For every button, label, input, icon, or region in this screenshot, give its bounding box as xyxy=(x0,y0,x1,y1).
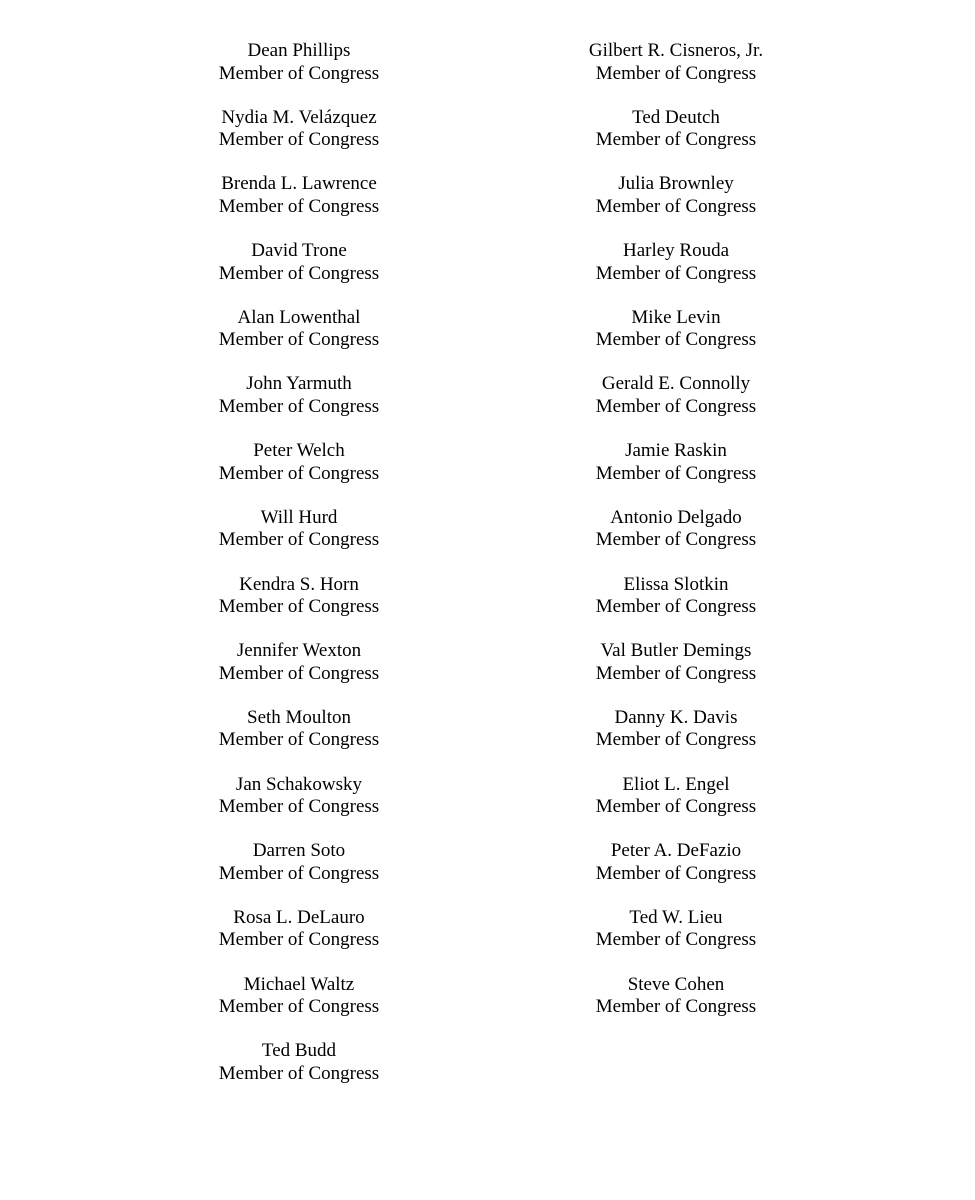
signer-title: Member of Congress xyxy=(218,62,380,84)
signer-title: Member of Congress xyxy=(218,996,380,1018)
signer-block xyxy=(149,840,449,907)
signer-name: Alan Lowenthal xyxy=(237,306,361,328)
signer-name: Will Hurd xyxy=(260,506,338,528)
signer-name: Nydia M. Velázquez xyxy=(221,106,377,128)
signer-block xyxy=(149,1040,449,1107)
signer-block xyxy=(149,173,449,240)
signer-name: Jan Schakowsky xyxy=(235,773,363,795)
signer-block xyxy=(526,574,826,641)
signer-block xyxy=(526,774,826,841)
signer-name: Jamie Raskin xyxy=(625,440,727,462)
signer-block xyxy=(526,240,826,307)
signer-block xyxy=(149,440,449,507)
signer-title: Member of Congress xyxy=(595,996,757,1018)
signer-title: Member of Congress xyxy=(218,596,380,617)
signer-block xyxy=(526,974,826,1041)
signer-title: Member of Congress xyxy=(595,662,757,684)
signer-block xyxy=(526,507,826,574)
signer-title: Member of Congress xyxy=(218,262,380,284)
signer-block xyxy=(526,840,826,907)
signer-title: Member of Congress xyxy=(595,929,757,951)
signer-name: Peter Welch xyxy=(253,440,345,462)
signer-title: Member of Congress xyxy=(595,729,757,751)
signer-name: Steve Cohen xyxy=(627,973,725,995)
signer-block xyxy=(526,107,826,174)
signer-title: Member of Congress xyxy=(218,729,380,751)
signer-title: Member of Congress xyxy=(595,195,757,217)
signer-name: Jennifer Wexton xyxy=(236,640,362,662)
signer-block xyxy=(526,307,826,374)
signer-block xyxy=(149,774,449,841)
signer-title: Member of Congress xyxy=(218,796,380,818)
signer-name: Ted Budd xyxy=(261,1040,337,1062)
signer-title: Member of Congress xyxy=(218,395,380,417)
signer-title: Member of Congress xyxy=(218,662,380,684)
signer-name: Dean Phillips xyxy=(247,40,351,61)
signer-title: Member of Congress xyxy=(218,462,380,484)
signer-block xyxy=(149,107,449,174)
signer-title: Member of Congress xyxy=(218,195,380,217)
signer-title: Member of Congress xyxy=(595,596,757,617)
signer-name: Ted W. Lieu xyxy=(629,906,723,928)
signer-name: Elissa Slotkin xyxy=(623,573,729,595)
signer-block xyxy=(149,707,449,774)
signer-title: Member of Congress xyxy=(595,462,757,484)
signer-title: Member of Congress xyxy=(218,129,380,151)
signer-name: Gilbert R. Cisneros, Jr. xyxy=(588,40,764,61)
signers-right-column xyxy=(526,40,826,1040)
signer-name: Mike Levin xyxy=(631,306,721,328)
signer-block xyxy=(526,640,826,707)
signer-name: Ted Deutch xyxy=(632,106,720,128)
signer-name: Darren Soto xyxy=(252,840,346,862)
signer-name: Peter A. DeFazio xyxy=(610,840,742,862)
signer-title: Member of Congress xyxy=(595,862,757,884)
signer-name: Gerald E. Connolly xyxy=(601,373,751,395)
signer-name: Eliot L. Engel xyxy=(622,773,730,795)
signer-title: Member of Congress xyxy=(218,1062,380,1084)
signer-block xyxy=(149,40,449,107)
signer-title: Member of Congress xyxy=(218,329,380,351)
signer-name: John Yarmuth xyxy=(246,373,352,395)
signer-title: Member of Congress xyxy=(218,529,380,551)
signer-name: Danny K. Davis xyxy=(614,706,738,728)
signer-title: Member of Congress xyxy=(595,529,757,551)
signer-name: Antonio Delgado xyxy=(610,506,742,528)
signer-title: Member of Congress xyxy=(595,796,757,818)
signer-name: Rosa L. DeLauro xyxy=(233,906,365,928)
signer-name: Val Butler Demings xyxy=(600,640,752,662)
signer-name: Julia Brownley xyxy=(618,173,734,195)
signer-block xyxy=(526,173,826,240)
signer-block xyxy=(149,907,449,974)
signer-block xyxy=(149,307,449,374)
signer-name: Seth Moulton xyxy=(247,706,351,728)
signer-block xyxy=(526,373,826,440)
signer-block xyxy=(149,507,449,574)
signer-block xyxy=(149,373,449,440)
signer-name: David Trone xyxy=(251,240,347,262)
signer-title: Member of Congress xyxy=(595,329,757,351)
signer-title: Member of Congress xyxy=(218,862,380,884)
signer-block xyxy=(149,240,449,307)
signer-title: Member of Congress xyxy=(595,62,757,84)
signer-name: Kendra S. Horn xyxy=(239,573,359,595)
signer-title: Member of Congress xyxy=(595,129,757,151)
signer-block xyxy=(149,640,449,707)
signer-block xyxy=(526,40,826,107)
signer-name: Harley Rouda xyxy=(622,240,730,262)
signer-block xyxy=(149,574,449,641)
signer-title: Member of Congress xyxy=(595,262,757,284)
signer-name: Brenda L. Lawrence xyxy=(221,173,377,195)
signer-block xyxy=(526,707,826,774)
signer-block xyxy=(149,974,449,1041)
signers-left-column xyxy=(149,40,449,1107)
signer-block xyxy=(526,440,826,507)
signer-block xyxy=(526,907,826,974)
signer-title: Member of Congress xyxy=(218,929,380,951)
signer-name: Michael Waltz xyxy=(243,973,355,995)
signer-title: Member of Congress xyxy=(595,395,757,417)
